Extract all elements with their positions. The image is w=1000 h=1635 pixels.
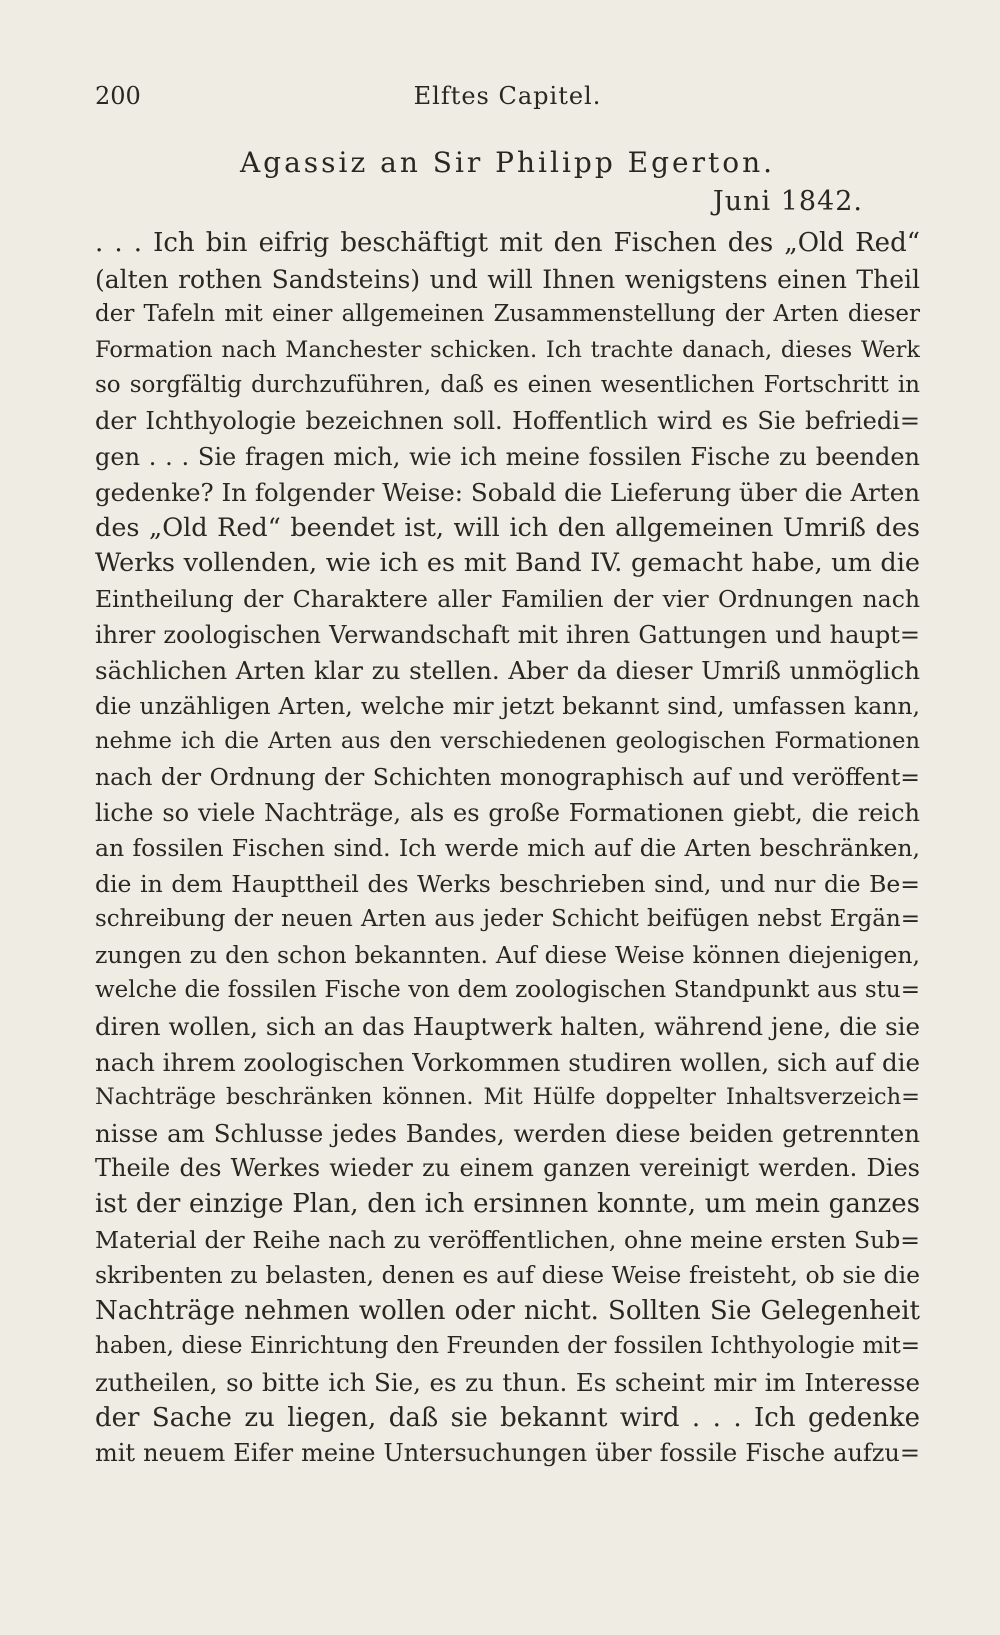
text-line: nach ihrem zoologischen Vorkommen studiren wollen, sich auf die <box>95 1047 920 1077</box>
text-line: mit neuem Eifer meine Untersuchungen über fossile Fische aufzu= <box>95 1439 920 1468</box>
running-head: Elftes Capitel. <box>413 82 602 110</box>
text-line: skribenten zu belasten, denen es auf diese Weise freisteht, ob sie die <box>95 1261 920 1290</box>
text-line: der Sache zu liegen, daß sie bekannt wird . . . Ich gedenke <box>95 1402 920 1433</box>
text-line: (alten rothen Sandsteins) und will Ihnen wenigstens einen Theil <box>95 264 920 294</box>
text-line: ist der einzige Plan, den ich ersinnen konnte, um mein ganzes <box>95 1189 920 1220</box>
text-line: die unzähligen Arten, welche mir jetzt bekannt sind, umfassen kann, <box>95 691 920 720</box>
text-line: die in dem Haupttheil des Werks beschrieben sind, und nur die Be= <box>95 869 920 898</box>
text-line: liche so viele Nachträge, als es große Formationen giebt, die reich <box>95 798 920 827</box>
text-line: Formation nach Manchester schicken. Ich trachte danach, dieses Werk <box>95 336 920 363</box>
text-line: Werks vollenden, wie ich es mit Band IV. gemacht habe, um die <box>95 548 920 579</box>
text-line: ihrer zoologischen Verwandschaft mit ihren Gattungen und haupt= <box>95 620 920 649</box>
text-line: Theile des Werkes wieder zu einem ganzen vereinigt werden. Dies <box>95 1154 920 1183</box>
text-line: der Ichthyologie bezeichnen soll. Hoffentlich wird es Sie befriedi= <box>95 406 920 435</box>
text-line: nisse am Schlusse jedes Bandes, werden diese beiden getrennten <box>95 1118 920 1148</box>
text-line: des „Old Red“ beendet ist, will ich den allgemeinen Umriß des <box>95 512 920 543</box>
text-line: schreibung der neuen Arten aus jeder Schicht beifügen nebst Ergän= <box>95 906 920 933</box>
page-header <box>95 82 920 122</box>
text-line: Nachträge beschränken können. Mit Hülfe doppelter Inhaltsverzeich= <box>95 1084 920 1111</box>
text-line: an fossilen Fischen sind. Ich werde mich auf die Arten beschränken, <box>95 834 920 863</box>
text-line: Nachträge nehmen wollen oder nicht. Sollten Sie Gelegenheit <box>95 1295 920 1326</box>
text-line: Material der Reihe nach zu veröffentlichen, ohne meine ersten Sub= <box>95 1225 920 1254</box>
text-line: nehme ich die Arten aus den verschiedenen geologischen Formationen <box>95 728 920 755</box>
text-line: sächlichen Arten klar zu stellen. Aber da dieser Umriß unmöglich <box>95 656 920 686</box>
text-line: haben, diese Einrichtung den Freunden der fossilen Ichthyologie mit= <box>95 1333 920 1360</box>
text-line: Eintheilung der Charaktere aller Familien der vier Ordnungen nach <box>95 584 920 613</box>
text-line: zungen zu den schon bekannten. Auf diese Weise können diejenigen, <box>95 940 920 969</box>
text-line: nach der Ordnung der Schichten monographisch auf und veröffent= <box>95 762 920 791</box>
text-line: der Tafeln mit einer allgemeinen Zusammenstellung der Arten dieser <box>95 301 920 328</box>
letter-title: Agassiz an Sir Philipp Egerton. <box>239 146 776 179</box>
text-line: welche die fossilen Fische von dem zoologischen Standpunkt aus stu= <box>95 977 920 1004</box>
body-text <box>95 226 920 1472</box>
text-line: gen . . . Sie fragen mich, wie ich meine fossilen Fische zu beenden <box>95 442 920 471</box>
text-line: so sorgfältig durchzuführen, daß es einen wesentlichen Fortschritt in <box>95 372 920 399</box>
text-line: zutheilen, so bitte ich Sie, es zu thun. Es scheint mir im Interesse <box>95 1368 920 1397</box>
text-line: . . . Ich bin eifrig beschäftigt mit den Fischen des „Old Red“ <box>95 228 920 258</box>
page-number: 200 <box>95 82 141 110</box>
text-line: diren wollen, sich an das Hauptwerk halten, während jene, die sie <box>95 1012 920 1042</box>
text-line: gedenke? In folgender Weise: Sobald die Lieferung über die Arten <box>95 478 920 508</box>
letter-date: Juni 1842. <box>712 186 863 217</box>
